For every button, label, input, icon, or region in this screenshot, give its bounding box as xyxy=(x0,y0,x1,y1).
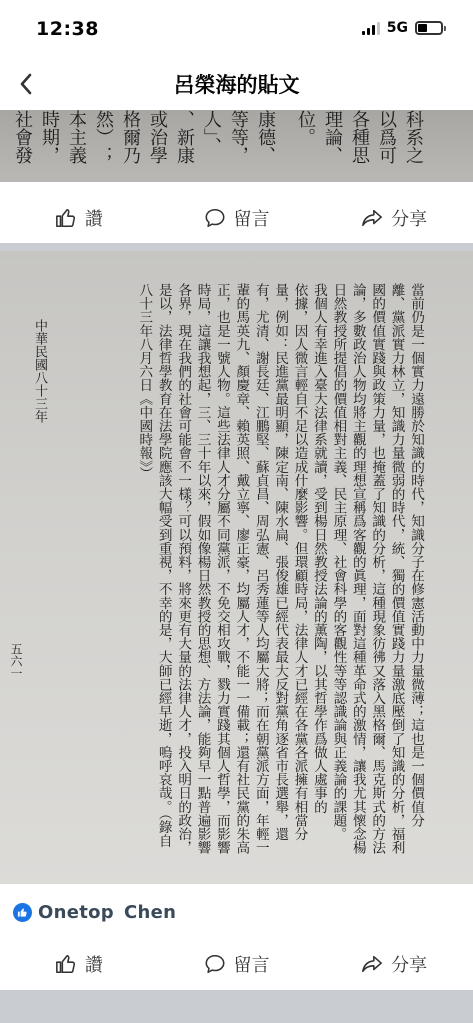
book-text-column: 日然教授所提倡的價值相對主義、民主原理、社會科學的客觀性等等認識論與正義論的課題。 xyxy=(330,283,347,841)
network-label: 5G xyxy=(386,20,408,36)
like-label: 讚 xyxy=(84,955,103,976)
photo-1-column: 人」、 xyxy=(201,110,222,155)
photo-1-column: 社會發 xyxy=(12,110,33,164)
photo-1-column: 、新康 xyxy=(174,110,195,164)
thumbs-up-icon xyxy=(55,207,77,229)
book-text-column: 依據，因人微言輕自不足以造成什麼影響。但環顧時局，法律人才已經在各黨各派擁有相當分 xyxy=(291,283,308,841)
share-button[interactable] xyxy=(315,205,473,231)
reactor-first-name: Onetop xyxy=(38,901,114,923)
reaction-summary[interactable] xyxy=(0,892,473,932)
photo-1-column: 或治學 xyxy=(147,110,168,164)
like-button[interactable] xyxy=(0,205,158,231)
post-separator xyxy=(0,243,473,251)
reactor-last-name: Chen xyxy=(123,901,177,923)
page-title: 呂榮海的貼文 xyxy=(173,73,300,97)
like-button[interactable] xyxy=(0,951,158,977)
photo-1-column: 康德、 xyxy=(255,110,276,164)
photo-1-column: 時期， xyxy=(39,110,60,164)
book-text-column: 正，也是一號人物。這些法律人才分屬不同黨派，不免交相攻戰，戮力實踐其個人哲學，而影響 xyxy=(213,283,230,855)
status-bar xyxy=(0,0,473,58)
book-text-column: 時局，這讓我想起，三、三十年以來，假如像楊日然教授的思想、方法論，能夠早一點普遍影響 xyxy=(194,283,211,855)
photo-1-column: 各種思 xyxy=(349,110,370,164)
photo-1-column: 以爲可 xyxy=(376,110,397,164)
share-label: 分享 xyxy=(391,955,428,976)
photo-1-column: 等等， xyxy=(228,110,249,164)
book-page-number: 五六一 xyxy=(9,643,23,679)
comment-bubble-icon xyxy=(204,207,226,229)
post-photo-2[interactable] xyxy=(0,251,473,884)
book-date-column: 中華民國八十三年 xyxy=(32,319,47,423)
bottom-separator xyxy=(0,990,473,1023)
photo-1-column: 格爾乃 xyxy=(120,110,141,164)
photo-1-column: 科系之 xyxy=(403,110,424,164)
book-text-column: 有，尤清、謝長廷、江鵬堅、蘇貞昌、周弘憲、呂秀蓮等人均屬大將；而在朝黨派方面，年輕一 xyxy=(252,283,269,855)
status-time: 12:38 xyxy=(36,18,99,40)
book-text-column: 當前仍是一個實力遠勝於知識的時代，知識分子在修憲活動中力量微薄；這也是一個價值分 xyxy=(408,283,424,827)
photo-1-column: 本主義 xyxy=(66,110,87,164)
thumbs-up-icon xyxy=(55,953,77,975)
reactor-name[interactable] xyxy=(38,902,176,923)
post-2-action-bar xyxy=(0,935,473,993)
signal-icon xyxy=(362,22,380,35)
comment-button[interactable] xyxy=(158,205,316,231)
status-indicators xyxy=(362,20,443,36)
book-text-column: 輩的馬英九、顏慶章、賴英照、戴立寧、廖正豪，均屬人才，不能一一備載；還有社民黨的朱高 xyxy=(233,283,250,855)
share-arrow-icon xyxy=(361,207,383,229)
book-text-column: 是以，法律哲學教育在法學院應該大幅受到重視，不幸的是，大師已經早逝，嗚呼哀哉。（錄自 xyxy=(155,283,172,848)
photo-1-column: 然）； xyxy=(93,110,114,164)
share-button[interactable] xyxy=(315,951,473,977)
book-text-column: 離、黨派實力林立，知識力量微弱的時代，統、獨的價值實踐力量激底壓倒了知識的分析，福利 xyxy=(388,283,405,855)
like-badge-icon xyxy=(13,903,32,922)
book-text-column: 我個人有幸進入臺大法律系就讀，受到楊日然教授法論的薰陶，以其哲學作爲做人處事的 xyxy=(310,283,327,814)
nav-bar xyxy=(0,58,473,110)
book-page-body xyxy=(134,283,425,854)
comment-button[interactable] xyxy=(158,951,316,977)
post-photo-1[interactable] xyxy=(0,110,473,182)
comment-label: 留言 xyxy=(233,209,270,230)
battery-icon xyxy=(415,21,443,35)
share-arrow-icon xyxy=(361,953,383,975)
share-label: 分享 xyxy=(391,209,428,230)
book-text-column: 八十三年八月六日《中國時報》） xyxy=(136,283,153,481)
photo-1-column: 理論、 xyxy=(322,110,343,164)
photo-1-column: 位。 xyxy=(295,110,316,146)
comment-label: 留言 xyxy=(233,955,270,976)
book-text-column: 各界，現在我們的社會可能會不一樣？可以預料，將來更有大量的法律人才，投入明日的政治， xyxy=(175,283,192,855)
book-text-column: 量，例如：民進黨最明顯，陳定南、陳水扁、張俊雄已經代表最大反對黨角逐省市長選舉，還 xyxy=(272,283,289,841)
post-1-action-bar xyxy=(0,189,473,247)
book-text-column: 論，多數政治人物均將主觀的理想宣稱爲客觀的眞理，面對這種革命式的激情，讓我尤其懷念楊 xyxy=(349,283,366,855)
book-text-column: 國的價值實踐與政策力量，也掩蓋了知識的分析，這種現象彷彿又落入黑格爾、馬克斯式的方法 xyxy=(369,283,386,855)
like-label: 讚 xyxy=(84,209,103,230)
comment-bubble-icon xyxy=(204,953,226,975)
